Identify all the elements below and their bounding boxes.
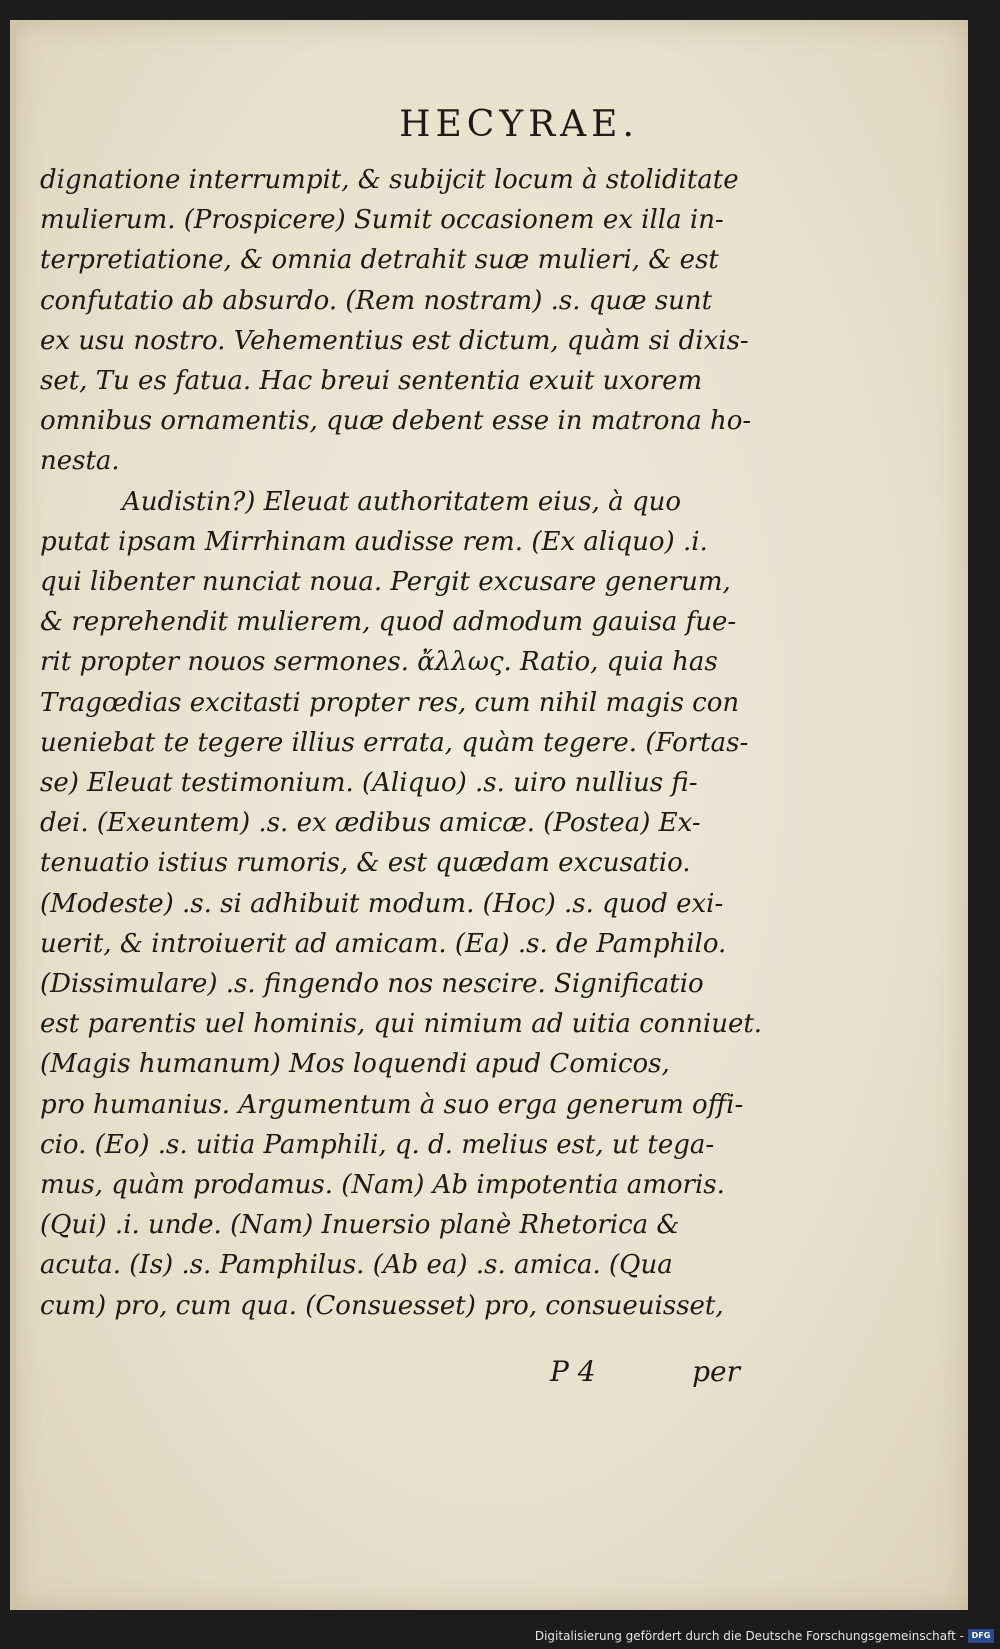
text-line: rit propter nouos sermones. ἄλλως. Ratio, quia has	[40, 647, 718, 678]
text-line: dei. (Exeuntem) .s. ex ædibus amicæ. (Postea) Ex-	[40, 808, 701, 839]
page-edge	[10, 20, 16, 1610]
text-line: se) Eleuat testimonium. (Aliquo) .s. uiro nullius fi-	[40, 768, 698, 799]
text-line: omnibus ornamentis, quæ debent esse in matrona ho-	[40, 406, 752, 437]
text-line: & reprehendit mulierem, quod admodum gauisa fue-	[40, 607, 737, 638]
credit-text: Digitalisierung gefördert durch die Deutsche Forschungsgemeinschaft -	[534, 1629, 964, 1643]
page-footer	[40, 1355, 740, 1395]
catchword: per	[692, 1355, 740, 1388]
text-line: ex usu nostro. Vehementius est dictum, quàm si dixis-	[40, 325, 749, 356]
text-line: confutatio ab absurdo. (Rem nostram) .s. quæ sunt	[40, 285, 713, 316]
text-line: (Dissimulare) .s. fingendo nos nescire. Significatio	[40, 969, 704, 1000]
text-line: (Qui) .i. unde. (Nam) Inuersio planè Rhetorica &	[40, 1210, 680, 1241]
text-line: qui libenter nunciat noua. Pergit excusare generum,	[40, 567, 731, 598]
text-line: pro humanius. Argumentum à suo erga generum offi-	[40, 1089, 744, 1120]
text-line: cum) pro, cum qua. (Consuesset) pro, consueuisset,	[40, 1290, 724, 1321]
text-line: putat ipsam Mirrhinam audisse rem. (Ex aliquo) .i.	[40, 526, 708, 557]
running-head: HECYRAE.	[399, 104, 639, 145]
text-line: cio. (Eo) .s. uitia Pamphili, q. d. melius est, ut tega-	[40, 1129, 715, 1160]
text-line: tenuatio istius rumoris, & est quædam excusatio.	[40, 848, 691, 879]
book-page	[10, 20, 968, 1610]
text-block	[40, 160, 763, 1326]
text-line: (Modeste) .s. si adhibuit modum. (Hoc) .s. quod exi-	[40, 888, 724, 919]
text-line: dignatione interrumpit, & subijcit locum à stoliditate	[40, 165, 739, 195]
text-line: acuta. (Is) .s. Pamphilus. (Ab ea) .s. amica. (Qua	[40, 1250, 673, 1281]
text-line: nesta.	[40, 446, 120, 477]
signature-mark: P 4	[550, 1355, 596, 1388]
text-line: Audistin?) Eleuat authoritatem eius, à quo	[122, 486, 681, 517]
text-line: (Magis humanum) Mos loquendi apud Comicos,	[40, 1049, 670, 1080]
text-line: ueniebat te tegere illius errata, quàm tegere. (Fortas-	[40, 727, 749, 758]
text-line: mulierum. (Prospicere) Sumit occasionem ex illa in-	[40, 205, 724, 236]
text-line: est parentis uel hominis, qui nimium ad uitia conniuet.	[40, 1009, 763, 1040]
dfg-logo-icon: DFG	[968, 1629, 994, 1643]
text-line: Tragœdias excitasti propter res, cum nihil magis con	[40, 687, 740, 718]
credit-bar	[0, 1615, 1000, 1649]
text-line: uerit, & introiuerit ad amicam. (Ea) .s. de Pamphilo.	[40, 928, 727, 959]
text-line: mus, quàm prodamus. (Nam) Ab impotentia amoris.	[40, 1170, 725, 1201]
text-line: set, Tu es fatua. Hac breui sententia exuit uxorem	[40, 366, 703, 397]
text-line: terpretiatione, & omnia detrahit suæ mulieri, & est	[40, 245, 719, 276]
